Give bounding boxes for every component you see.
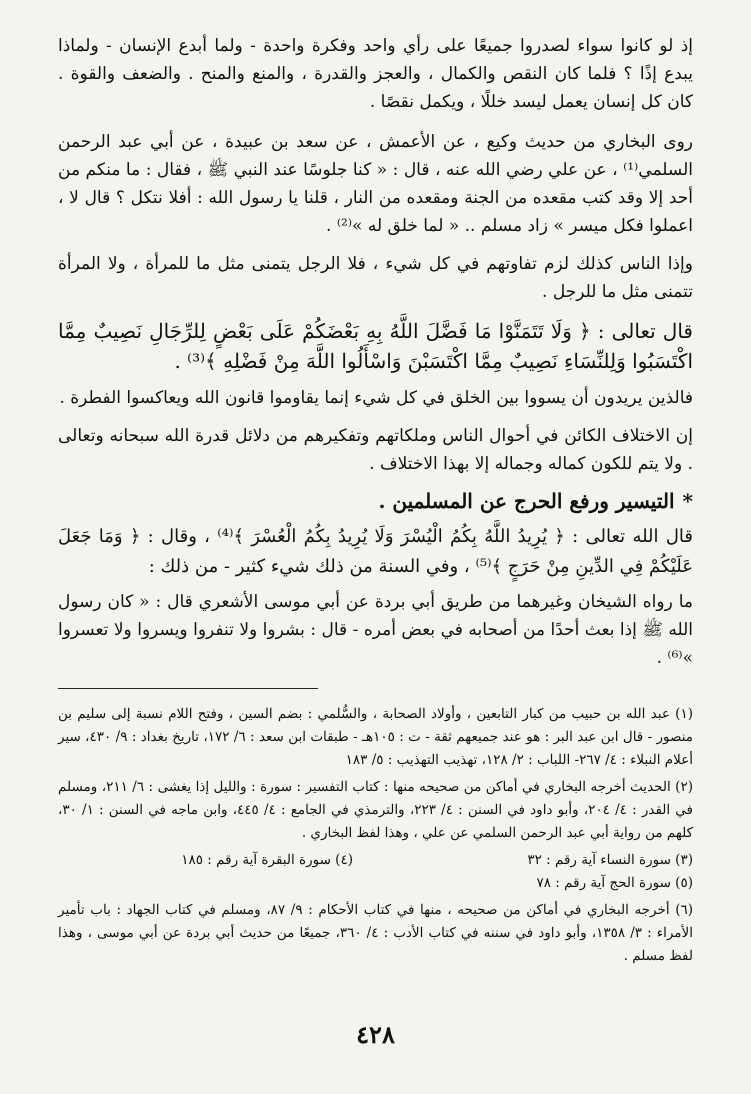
footnote-1: (١) عبد الله بن حبيب من كبار التابعين ، وأولاد الصحابة ، والسُّلمي : بضم السين ، وفتح اللام نسبة إلى سليم بن منصور - قال ابن عبد البر : هو عند جميعهم ثقة - ت : ١٠٥هـ - طبقات ابن سعد : ٦/ ١٧٢، تاريخ بغداد : ٩/ ٤٣٠، سير أعلام النبلاء : ٤/ ٢٦٧- اللباب : ٢/ ١٢٨، تهذيب التهذيب : ٥/ ١٨٣ <box>58 706 694 768</box>
footnotes <box>58 703 693 968</box>
paragraph-8-hadith: ما رواه الشيخان وغيرهما من طريق أبي بردة عن أبي موسى الأشعري قال : « كان رسول الله ﷺ إذا بعث أحدًا من أصحابه في بعض أمره - قال : بشروا ولا تنفروا ويسروا ولا تعسروا »⁽⁶⁾ . <box>58 592 693 668</box>
heading-bullet: * <box>682 489 693 513</box>
heading-text: التيسير ورفع الحرج عن المسلمين . <box>378 489 675 513</box>
paragraph-2-hadith: روى البخاري من حديث وكيع ، عن الأعمش ، عن سعد بن عبيدة ، عن أبي عبد الرحمن السلمي⁽¹⁾ ، عن علي رضي الله عنه ، قال : « كنا جلوسًا عند النبي ﷺ ، فقال : ما منكم من أحد إلا وقد كتب مقعده من الجنة ومقعده من النار ، قلنا يا رسول الله : أفلا نتكل ؟ قال لا ، اعملوا فكل ميسر » زاد مسلم .. « لما خلق له »⁽²⁾ . <box>58 132 693 236</box>
paragraph-5: فالذين يريدون أن يسووا بين الخلق في كل شيء إنما يقاوموا قانون الله ويعاكسوا الفطرة . <box>59 388 693 408</box>
main-text <box>58 32 693 672</box>
footnote-5: (٥) سورة الحج آية رقم : ٧٨ <box>536 875 693 891</box>
footnote-row-3-4 <box>58 849 693 872</box>
paragraph-3: وإذا الناس كذلك لزم تفاوتهم في كل شيء ، فلا الرجل يتمنى مثل ما للمرأة ، ولا المرأة تتمنى مثل ما للرجل . <box>58 254 693 302</box>
footnote-3: (٣) سورة النساء آية رقم : ٣٢ <box>527 852 693 868</box>
footnote-6: (٦) أخرجه البخاري في أماكن من صحيحه ، منها في كتاب الأحكام : ٩/ ٨٧، ومسلم في كتاب الجهاد : باب تأمير الأمراء : ٣/ ١٣٥٨، وأبو داود في سننه في كتاب الأدب : ٤/ ٣٦٠، جميعًا من حديث أبي بردة عن أبي موسى ، وهذا لفظ مسلم . <box>58 902 694 964</box>
section-heading <box>58 486 693 516</box>
quran-verse-nisa: قال تعالى : ﴿ وَلَا تَتَمَنَّوْا مَا فَضَّلَ اللَّهُ بِهِ بَعْضَكُمْ عَلَى بَعْضٍ لِلرِّجَالِ نَصِيبٌ مِمَّا اكْتَسَبُوا وَلِلنِّسَاءِ نَصِيبٌ مِمَّا اكْتَسَبْنَ وَاسْأَلُوا اللَّهَ مِنْ فَضْلِهِ ﴾⁽³⁾ . <box>58 319 693 373</box>
footnote-separator <box>58 688 318 689</box>
footnote-4: (٤) سورة البقرة آية رقم : ١٨٥ <box>181 852 353 868</box>
footnote-row-5 <box>58 872 693 895</box>
footnote-2: (٢) الحديث أخرجه البخاري في أماكن من صحيحه منها : كتاب التفسير : سورة : والليل إذا يغشى : ٦/ ٢١١، ومسلم في القدر : ٤/ ٢٠٤، وأبو داود في السنن : ٤/ ٢٢٣، والترمذي في الجامع : ٤/ ٤٤٥، وابن ماجه في السنن : ١/ ٣٠، كلهم من رواية أبي عبد الرحمن السلمي عن علي ، وهذا لفظ البخاري . <box>58 779 694 841</box>
paragraph-6: إن الاختلاف الكائن في أحوال الناس وملكاتهم وتفكيرهم من دلائل قدرة الله سبحانه وتعالى . ولا يتم للكون كماله وجماله إلا بهذا الاختلاف . <box>58 426 693 474</box>
paragraph-7-verses: قال الله تعالى : ﴿ يُرِيدُ اللَّهُ بِكُمُ الْيُسْرَ وَلَا يُرِيدُ بِكُمُ الْعُسْرَ ﴾⁽⁴⁾ ، وقال : ﴿ وَمَا جَعَلَ عَلَيْكُمْ فِي الدِّينِ مِنْ حَرَجٍ ﴾⁽⁵⁾ ، وفي السنة من ذلك شيء كثير - من ذلك : <box>58 526 693 577</box>
paragraph-1: إذ لو كانوا سواء لصدروا جميعًا على رأي واحد وفكرة واحدة - ولما أبدع الإنسان - ولماذا يبدع إذًا ؟ فلما كان النقص والكمال ، والعجز والقدرة ، والمنع والمنح . والضعف والقوة . كان كل إنسان يعمل ليسد خللًا ، ويكمل نقصًا . <box>58 36 693 112</box>
page-number: ٤٢٨ <box>356 1020 395 1049</box>
